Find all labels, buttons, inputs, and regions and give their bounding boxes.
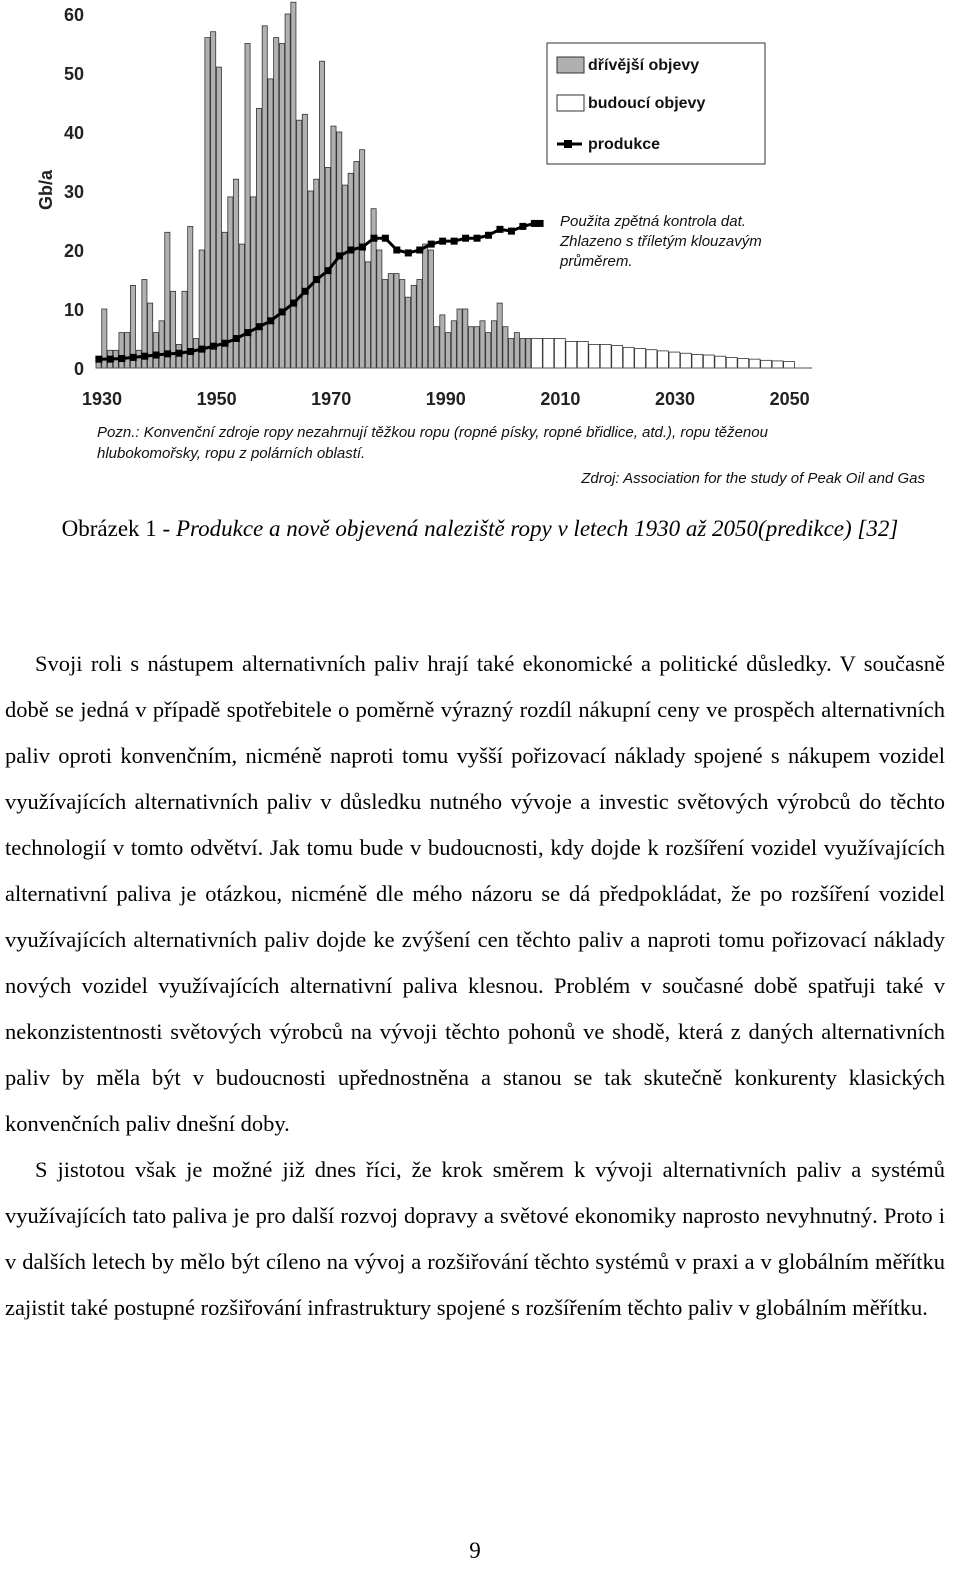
bar-past-discovery bbox=[319, 61, 324, 368]
chart-figure bbox=[0, 0, 960, 500]
legend-swatch-past bbox=[557, 57, 584, 73]
bar-future-discovery bbox=[612, 346, 623, 368]
production-point bbox=[496, 226, 503, 233]
bar-past-discovery bbox=[440, 315, 445, 368]
y-tick-label: 20 bbox=[63, 241, 84, 261]
bar-future-discovery bbox=[543, 339, 554, 369]
production-point bbox=[428, 241, 435, 248]
production-point bbox=[382, 235, 389, 242]
bar-past-discovery bbox=[491, 321, 496, 368]
bar-future-discovery bbox=[784, 362, 795, 368]
production-point bbox=[141, 353, 148, 360]
bar-future-discovery bbox=[554, 339, 565, 369]
bar-past-discovery bbox=[148, 303, 153, 368]
production-point bbox=[393, 247, 400, 254]
bar-future-discovery bbox=[577, 341, 588, 368]
bar-past-discovery bbox=[165, 232, 170, 368]
bar-future-discovery bbox=[680, 353, 691, 368]
y-tick-label: 30 bbox=[63, 182, 84, 202]
bar-future-discovery bbox=[589, 344, 600, 368]
production-point bbox=[244, 329, 251, 336]
bar-past-discovery bbox=[119, 333, 124, 368]
bar-past-discovery bbox=[486, 333, 491, 368]
production-point bbox=[267, 317, 274, 324]
bar-past-discovery bbox=[222, 232, 227, 368]
bar-past-discovery bbox=[159, 321, 164, 368]
y-tick-label: 40 bbox=[63, 123, 84, 143]
bar-past-discovery bbox=[285, 14, 290, 368]
bar-past-discovery bbox=[388, 274, 393, 368]
bar-future-discovery bbox=[531, 339, 542, 369]
paragraph: Svoji roli s nástupem alternativních paliv hrají také ekonomické a politické důsledky. V současně době se jedná v případě spotřebitele o poměrně výrazný rozdíl nákupní ceny ve prospěch alternativních paliv oproti konvenčním, nicméně naproti tomu vyšší pořizovací náklady spojené s nákupem vozidel využívajících alternativních paliv v důsledku nutného vývoje a investic světových výrobců do těchto technologií v tomto odvětví. Jak tomu bude v budoucnosti, kdy dojde k rozšíření vozidel využívajících alternativní paliva je otázkou, nicméně dle mého názoru se dá předpokládat, že po rozšíření vozidel využívajících alternativních paliv dojde ke zvýšení cen těchto paliv a naproti tomu pořizovací náklady nových vozidel využívajících alternativní paliva klesnou. Problém v současné době spatřuji také v nekonzistentnosti světových výrobců na vývoji těchto pohonů ve shodě, která z daných alternativních paliv by měla být v budoucnosti upřednostněna a stanou se tak skutečně konkurenty klasických konvenčních paliv dnešní doby. bbox=[5, 651, 945, 1136]
bar-past-discovery bbox=[211, 32, 216, 368]
bar-past-discovery bbox=[514, 333, 519, 368]
bar-future-discovery bbox=[566, 341, 577, 368]
production-point bbox=[537, 220, 544, 227]
bar-past-discovery bbox=[417, 280, 422, 369]
bar-past-discovery bbox=[520, 339, 525, 369]
bar-past-discovery bbox=[245, 44, 250, 369]
bar-past-discovery bbox=[423, 244, 428, 368]
legend-swatch-future bbox=[557, 95, 584, 111]
production-point bbox=[405, 249, 412, 256]
bar-past-discovery bbox=[457, 309, 462, 368]
bar-past-discovery bbox=[405, 297, 410, 368]
bar-past-discovery bbox=[342, 185, 347, 368]
chart-svg bbox=[0, 0, 960, 500]
bar-past-discovery bbox=[251, 197, 256, 368]
bar-future-discovery bbox=[726, 357, 737, 368]
bar-past-discovery bbox=[348, 173, 353, 368]
production-point bbox=[221, 340, 228, 347]
production-point bbox=[279, 308, 286, 315]
chart-annotation: Použita zpětná kontrola dat. Zhlazeno s tříletým klouzavým průměrem. bbox=[560, 213, 762, 270]
y-tick-label: 60 bbox=[63, 5, 84, 25]
body-text bbox=[5, 641, 945, 1331]
x-tick-label: 2010 bbox=[540, 389, 581, 409]
bar-future-discovery bbox=[669, 352, 680, 368]
bar-past-discovery bbox=[182, 291, 187, 368]
bar-future-discovery bbox=[692, 354, 703, 368]
bar-future-discovery bbox=[658, 351, 669, 368]
chart-note: Pozn.: Konvenční zdroje ropy nezahrnují těžkou ropu (ropné písky, ropné břidlice, atd.), ropu těženou hlubokomořsky, ropu z polárních oblastí. bbox=[97, 424, 768, 462]
bar-past-discovery bbox=[96, 362, 101, 368]
bar-past-discovery bbox=[239, 244, 244, 368]
production-point bbox=[199, 346, 206, 353]
bar-past-discovery bbox=[314, 179, 319, 368]
production-point bbox=[130, 354, 137, 361]
production-point bbox=[164, 350, 171, 357]
x-tick-label: 1950 bbox=[196, 389, 237, 409]
production-point bbox=[256, 323, 263, 330]
production-point bbox=[347, 247, 354, 254]
bar-past-discovery bbox=[451, 321, 456, 368]
figure-caption bbox=[10, 513, 950, 545]
production-point bbox=[519, 223, 526, 230]
bar-past-discovery bbox=[526, 339, 531, 369]
bar-past-discovery bbox=[434, 327, 439, 368]
bar-future-discovery bbox=[623, 347, 634, 368]
bar-past-discovery bbox=[377, 250, 382, 368]
production-point bbox=[95, 356, 102, 363]
bar-future-discovery bbox=[635, 349, 646, 368]
x-tick-label: 1930 bbox=[81, 389, 123, 409]
x-tick-label: 1970 bbox=[311, 389, 352, 409]
production-point bbox=[439, 238, 446, 245]
bar-past-discovery bbox=[205, 38, 210, 368]
bar-past-discovery bbox=[216, 67, 221, 368]
production-point bbox=[118, 355, 125, 362]
bar-past-discovery bbox=[302, 114, 307, 368]
bar-past-discovery bbox=[509, 339, 514, 369]
legend-label-past: dřívější objevy bbox=[588, 57, 700, 74]
page-number: 9 bbox=[469, 1538, 481, 1563]
legend-label-future: budoucí objevy bbox=[588, 95, 706, 112]
legend bbox=[547, 43, 765, 164]
production-point bbox=[451, 238, 458, 245]
bar-past-discovery bbox=[360, 150, 365, 368]
production-point bbox=[336, 252, 343, 259]
y-axis-label: Gb/a bbox=[36, 169, 56, 210]
x-tick-label: 1990 bbox=[425, 389, 466, 409]
bar-past-discovery bbox=[411, 285, 416, 368]
bar-past-discovery bbox=[291, 2, 296, 368]
production-point bbox=[485, 232, 492, 239]
bar-future-discovery bbox=[715, 356, 726, 368]
production-point bbox=[508, 228, 515, 235]
production-point bbox=[153, 352, 160, 359]
bar-past-discovery bbox=[308, 191, 313, 368]
production-point bbox=[107, 356, 114, 363]
bar-future-discovery bbox=[600, 344, 611, 368]
production-point bbox=[313, 276, 320, 283]
production-point bbox=[359, 244, 366, 251]
bar-past-discovery bbox=[153, 333, 158, 368]
bar-past-discovery bbox=[354, 162, 359, 369]
bar-past-discovery bbox=[383, 280, 388, 369]
production-point bbox=[302, 288, 309, 295]
bar-past-discovery bbox=[497, 303, 502, 368]
production-point bbox=[325, 267, 332, 274]
production-point bbox=[210, 343, 217, 350]
caption-prefix: Obrázek 1 - bbox=[61, 516, 176, 541]
bar-past-discovery bbox=[188, 226, 193, 368]
bar-past-discovery bbox=[268, 79, 273, 368]
legend-label-production: produkce bbox=[588, 136, 661, 153]
caption-title: Produkce a nově objevená naleziště ropy v letech 1930 až 2050(predikce) [32] bbox=[175, 516, 899, 541]
production-point bbox=[176, 350, 183, 357]
bar-past-discovery bbox=[468, 327, 473, 368]
bar-past-discovery bbox=[446, 333, 451, 368]
bar-future-discovery bbox=[738, 359, 749, 368]
x-tick-label: 2050 bbox=[769, 389, 810, 409]
chart-source: Zdroj: Association for the study of Peak Oil and Gas bbox=[581, 470, 925, 487]
bar-past-discovery bbox=[480, 321, 485, 368]
bar-past-discovery bbox=[337, 132, 342, 368]
bar-past-discovery bbox=[394, 274, 399, 368]
bar-past-discovery bbox=[125, 333, 130, 368]
y-tick-label: 50 bbox=[63, 64, 84, 84]
paragraph: S jistotou však je možné již dnes říci, že krok směrem k vývoji alternativních paliv a systémů využívajících tato paliva je pro další rozvoj dopravy a světové ekonomiky naprosto nevyhnutný. Proto i v dalších letech by mělo být cíleno na vývoj a rozšiřování těchto systémů v praxi a v globálním měřítku zajistit také postupné rozšiřování infrastruktury spojené s rozšířením těchto paliv v globálním měřítku. bbox=[5, 1157, 945, 1320]
bar-past-discovery bbox=[331, 126, 336, 368]
y-tick-label: 0 bbox=[73, 359, 84, 379]
bar-past-discovery bbox=[428, 250, 433, 368]
bar-past-discovery bbox=[503, 327, 508, 368]
production-point bbox=[474, 235, 481, 242]
bar-future-discovery bbox=[772, 361, 783, 368]
bar-future-discovery bbox=[703, 355, 714, 368]
bar-past-discovery bbox=[463, 309, 468, 368]
y-tick-label: 10 bbox=[63, 300, 84, 320]
bar-past-discovery bbox=[371, 209, 376, 368]
bar-past-discovery bbox=[474, 327, 479, 368]
bar-past-discovery bbox=[279, 44, 284, 369]
bar-future-discovery bbox=[749, 359, 760, 368]
production-point bbox=[416, 247, 423, 254]
bar-past-discovery bbox=[170, 291, 175, 368]
bar-past-discovery bbox=[365, 262, 370, 368]
x-tick-label: 2030 bbox=[654, 389, 696, 409]
bar-future-discovery bbox=[761, 360, 772, 368]
production-point bbox=[290, 300, 297, 307]
production-point bbox=[233, 335, 240, 342]
production-point bbox=[462, 235, 469, 242]
bar-past-discovery bbox=[193, 339, 198, 369]
production-point bbox=[370, 235, 377, 242]
bar-past-discovery bbox=[262, 26, 267, 368]
bar-past-discovery bbox=[400, 280, 405, 369]
bar-past-discovery bbox=[136, 350, 141, 368]
bar-past-discovery bbox=[297, 120, 302, 368]
production-point bbox=[187, 348, 194, 355]
bar-future-discovery bbox=[646, 350, 657, 368]
